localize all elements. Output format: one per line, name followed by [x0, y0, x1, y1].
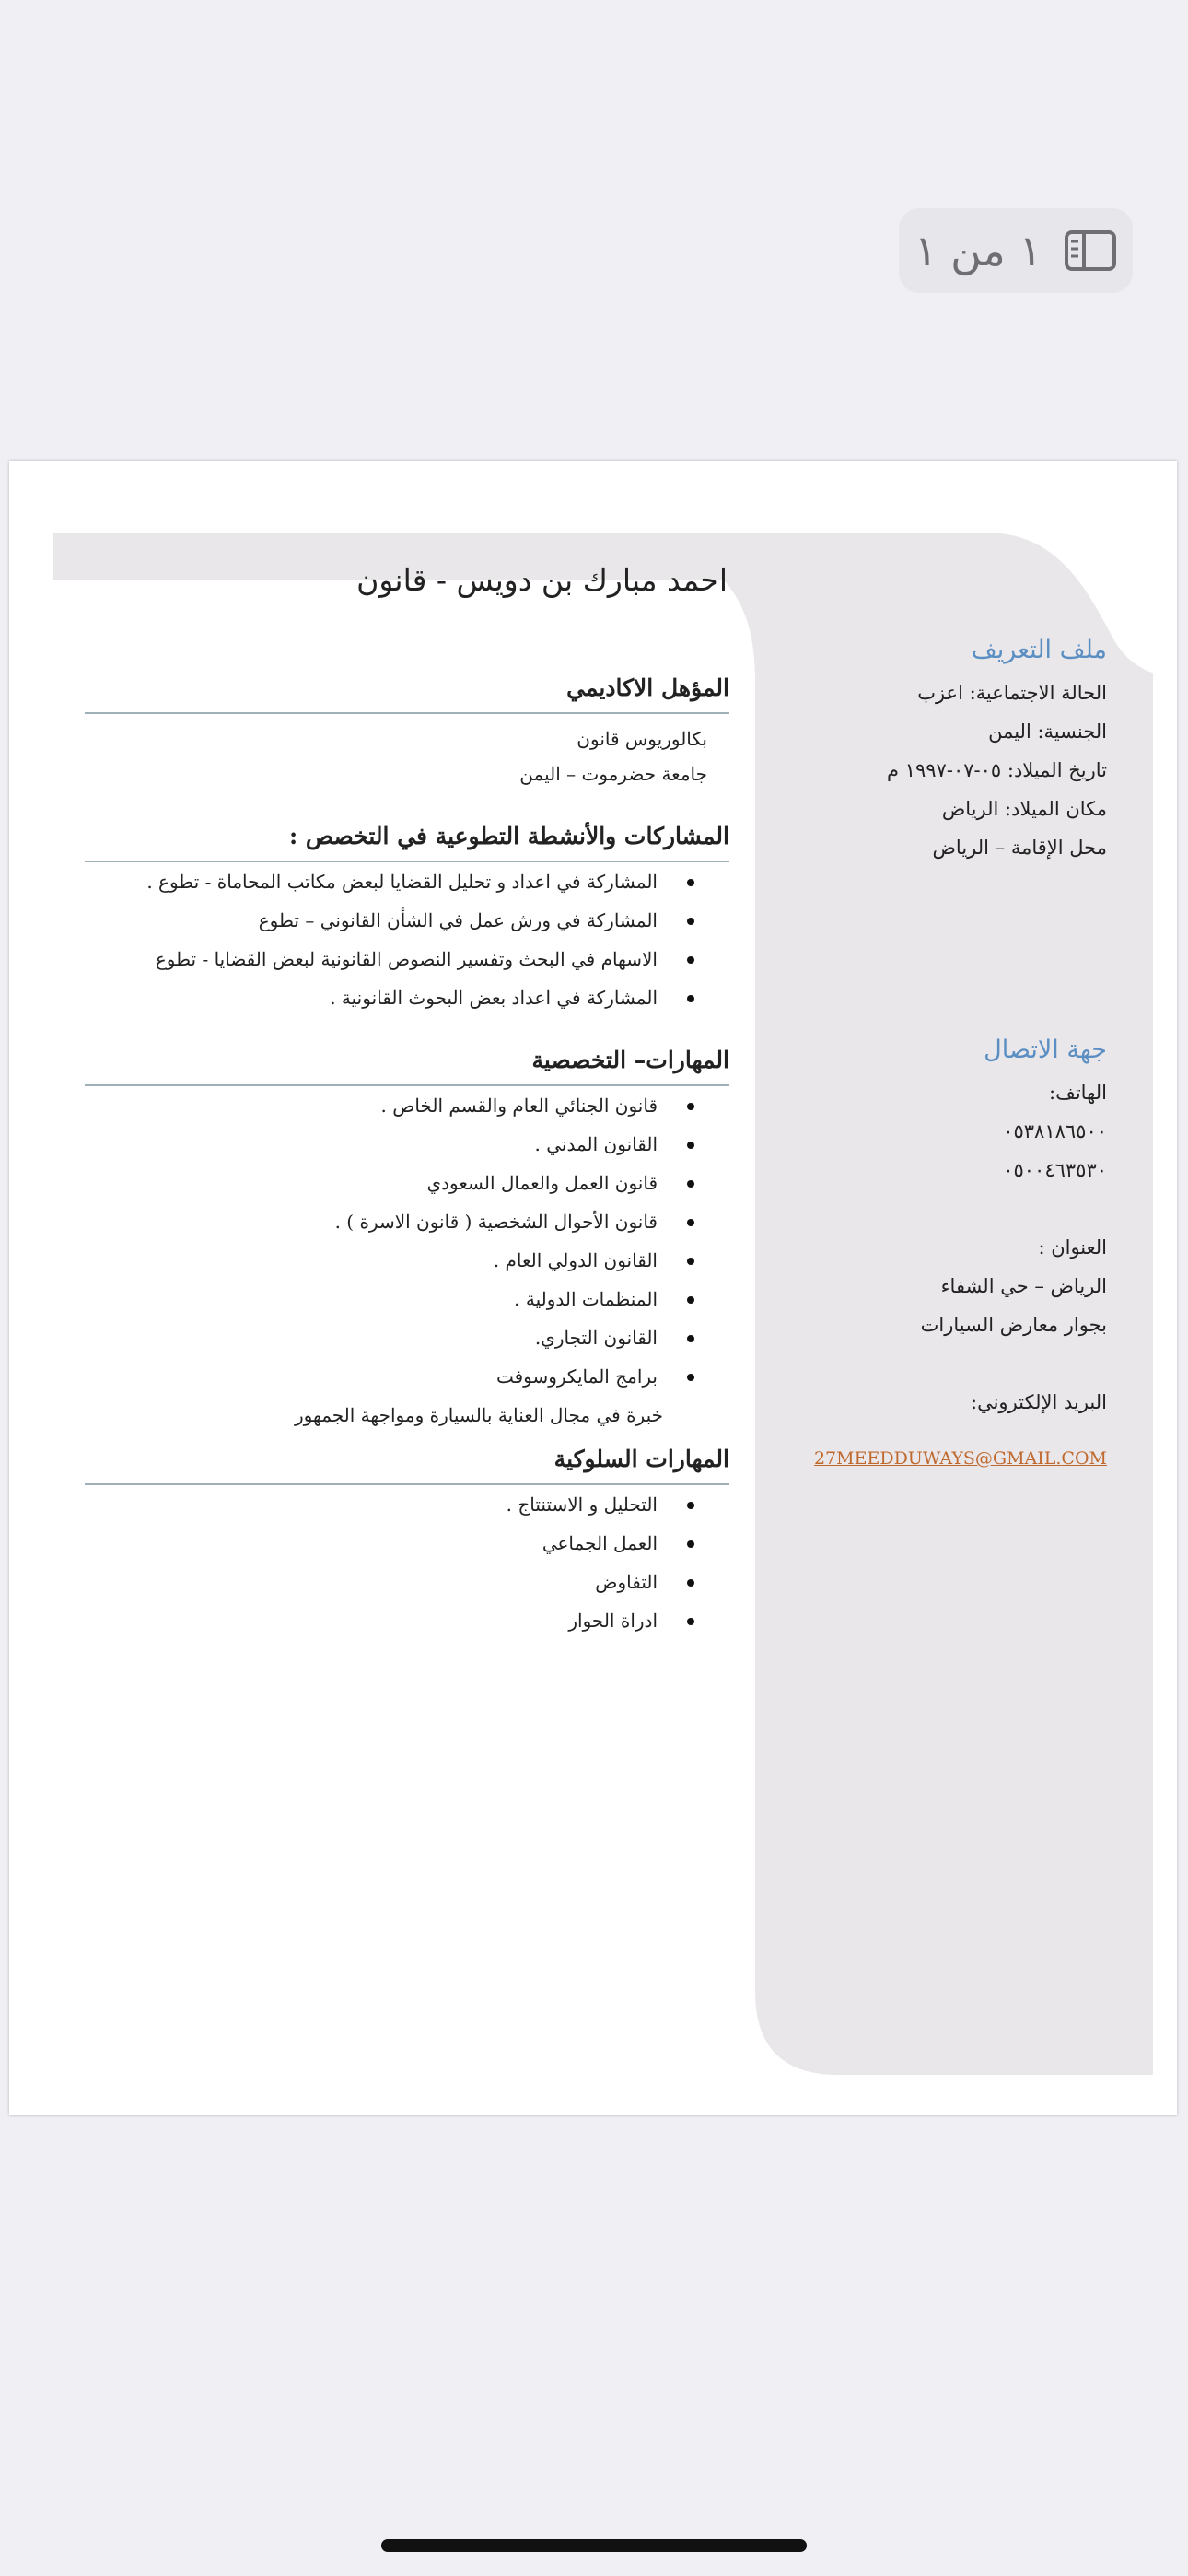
list-item: المشاركة في ورش عمل في الشأن القانوني – تطوع	[85, 908, 729, 932]
resume-title: احمد مبارك بن دويس - قانون	[356, 562, 728, 598]
profile-birth-date: تاريخ الميلاد: ٠٥-٠٧-١٩٩٧ م	[887, 759, 1107, 781]
home-indicator[interactable]	[381, 2539, 807, 2552]
profile-sidebar	[764, 636, 1107, 1485]
education-section	[85, 674, 729, 786]
email-label: البريد الإلكتروني:	[971, 1391, 1107, 1413]
phone-number-1[interactable]: ٠٥٣٨١٨٦٥٠٠	[1003, 1120, 1107, 1142]
list-item: القانون المدني .	[85, 1132, 729, 1156]
university-line: جامعة حضرموت – اليمن	[519, 763, 707, 785]
profile-marital-status: الحالة الاجتماعية: اعزب	[917, 682, 1107, 704]
phone-label: الهاتف:	[1049, 1082, 1107, 1104]
activities-section	[85, 823, 729, 1010]
skills-extra-line: خبرة في مجال العناية بالسيارة ومواجهة الجمهور	[294, 1404, 663, 1426]
list-item: التفاوض	[85, 1570, 729, 1594]
sidebar-icon	[1064, 229, 1117, 272]
list-item: القانون الدولي العام .	[85, 1248, 729, 1272]
skills-section	[85, 1047, 729, 1427]
page-indicator-text: ١ من ١	[914, 226, 1042, 275]
list-item: قانون العمل والعمال السعودي	[85, 1171, 729, 1195]
soft-skills-section	[85, 1446, 729, 1633]
profile-birth-place: مكان الميلاد: الرياض	[941, 798, 1107, 820]
soft-skills-title: المهارات السلوكية	[85, 1446, 729, 1485]
skills-title: المهارات– التخصصية	[85, 1047, 729, 1086]
address-line-2: بجوار معارض السيارات	[920, 1314, 1107, 1336]
phone-number-2[interactable]: ٠٥٠٠٤٦٣٥٣٠	[1003, 1159, 1107, 1181]
list-item: برامج المايكروسوفت	[85, 1364, 729, 1388]
list-item: التحليل و الاستنتاج .	[85, 1493, 729, 1516]
address-label: العنوان :	[1038, 1236, 1107, 1259]
profile-nationality: الجنسية: اليمن	[988, 720, 1107, 743]
list-item: القانون التجاري.	[85, 1326, 729, 1350]
list-item: قانون الجنائي العام والقسم الخاص .	[85, 1094, 729, 1118]
main-column	[85, 674, 729, 1669]
list-item: العمل الجماعي	[85, 1531, 729, 1555]
page-indicator[interactable]	[899, 208, 1133, 293]
list-item: المشاركة في اعداد بعض البحوث القانونية .	[85, 986, 729, 1010]
list-item: قانون الأحوال الشخصية ( قانون الاسرة ) .	[85, 1210, 729, 1234]
list-item: المنظمات الدولية .	[85, 1287, 729, 1311]
email-link[interactable]: 27MEEDDUWAYS@GMAIL.COM	[813, 1448, 1107, 1469]
resume-document[interactable]	[9, 461, 1177, 2115]
list-item: المشاركة في اعداد و تحليل القضايا لبعض مكاتب المحاماة - تطوع .	[85, 870, 729, 894]
address-line-1: الرياض – حي الشفاء	[940, 1275, 1107, 1297]
education-title: المؤهل الاكاديمي	[85, 674, 729, 714]
degree-line: بكالوريوس قانون	[577, 728, 707, 750]
profile-heading: ملف التعريف	[971, 636, 1107, 664]
list-item: الاسهام في البحث وتفسير النصوص القانونية لبعض القضايا - تطوع	[85, 947, 729, 971]
list-item: ادراة الحوار	[85, 1609, 729, 1633]
contact-heading: جهة الاتصال	[984, 1036, 1107, 1064]
activities-title: المشاركات والأنشطة التطوعية في التخصص :	[85, 823, 729, 862]
profile-residence: محل الإقامة – الرياض	[932, 837, 1107, 859]
